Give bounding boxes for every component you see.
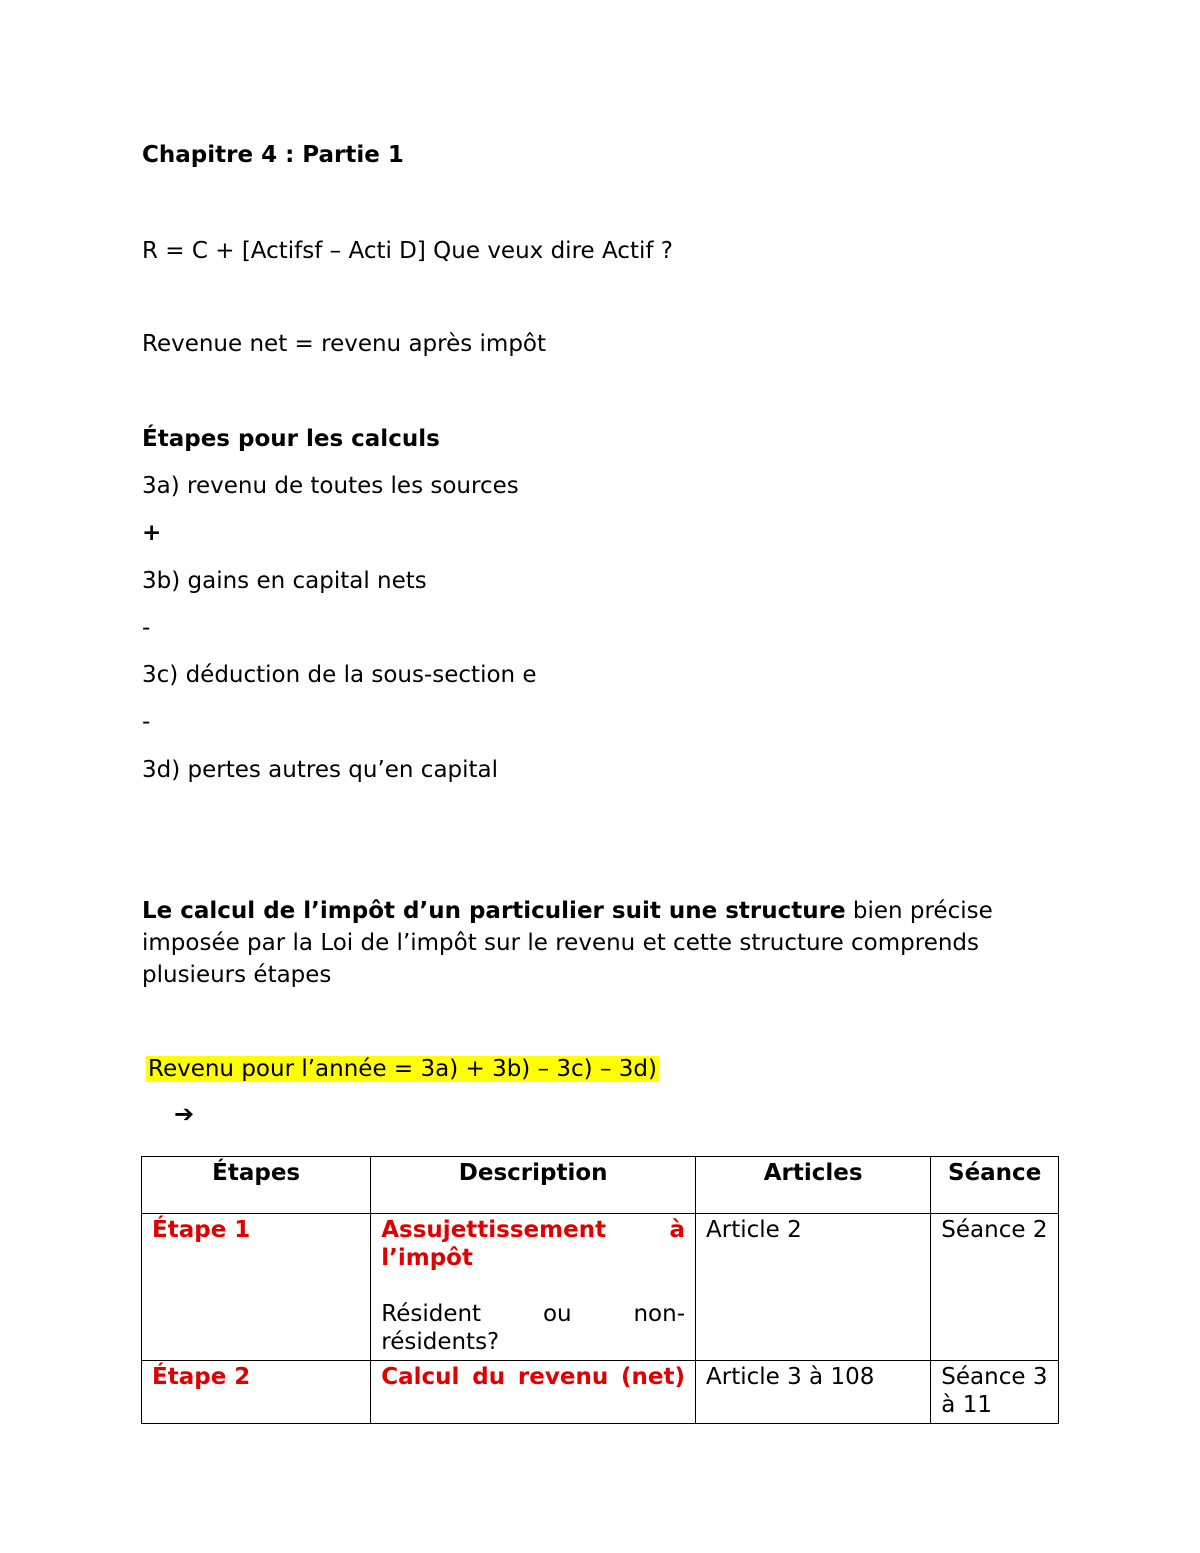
plus-sign: + <box>142 520 162 546</box>
description-title: Assujettissement à l’impôt <box>381 1217 686 1271</box>
formula-line: R = C + [Actifsf – Acti D] Que veux dire Actif ? <box>142 238 673 264</box>
header-seance: Séance <box>931 1157 1059 1214</box>
etape-cell: Étape 2 <box>142 1361 371 1424</box>
net-revenue-line: Revenue net = revenu après impôt <box>142 331 547 357</box>
page-title: Chapitre 4 : Partie 1 <box>142 142 404 168</box>
step-3d: 3d) pertes autres qu’en capital <box>142 757 499 783</box>
steps-table <box>141 1156 1059 1424</box>
highlighted-formula <box>146 1054 659 1084</box>
seance-cell: Séance 2 <box>931 1214 1059 1361</box>
article-cell: Article 2 <box>696 1214 931 1361</box>
seance-cell: Séance 3 à 11 <box>931 1361 1059 1424</box>
header-description: Description <box>371 1157 696 1214</box>
paragraph-rest: bien précise imposée par la Loi de l’impôt sur le revenu et cette structure comprends plusieurs étapes <box>142 898 993 988</box>
etape-cell: Étape 1 <box>142 1214 371 1361</box>
steps-heading: Étapes pour les calculs <box>142 426 440 452</box>
step-3c: 3c) déduction de la sous-section e <box>142 662 537 688</box>
header-articles: Articles <box>696 1157 931 1214</box>
paragraph-bold: Le calcul de l’impôt d’un particulier suit une structure <box>142 898 846 924</box>
minus-sign: - <box>142 709 151 735</box>
header-etapes: Étapes <box>142 1157 371 1214</box>
minus-sign: - <box>142 615 151 641</box>
intro-paragraph <box>142 895 1022 991</box>
step-3a: 3a) revenu de toutes les sources <box>142 473 519 499</box>
description-title: Calcul du revenu (net) <box>381 1364 686 1390</box>
description-note: Résident ou non-résidents? <box>381 1301 686 1355</box>
description-cell <box>371 1214 696 1361</box>
table-header-row <box>142 1157 1059 1214</box>
table-row <box>142 1214 1059 1361</box>
arrow-icon: ➔ <box>174 1100 195 1128</box>
highlight-text: Revenu pour l’année = 3a) + 3b) – 3c) – 3d) <box>148 1056 657 1082</box>
step-3b: 3b) gains en capital nets <box>142 568 427 594</box>
article-cell: Article 3 à 108 <box>696 1361 931 1424</box>
table-row <box>142 1361 1059 1424</box>
description-cell <box>371 1361 696 1424</box>
